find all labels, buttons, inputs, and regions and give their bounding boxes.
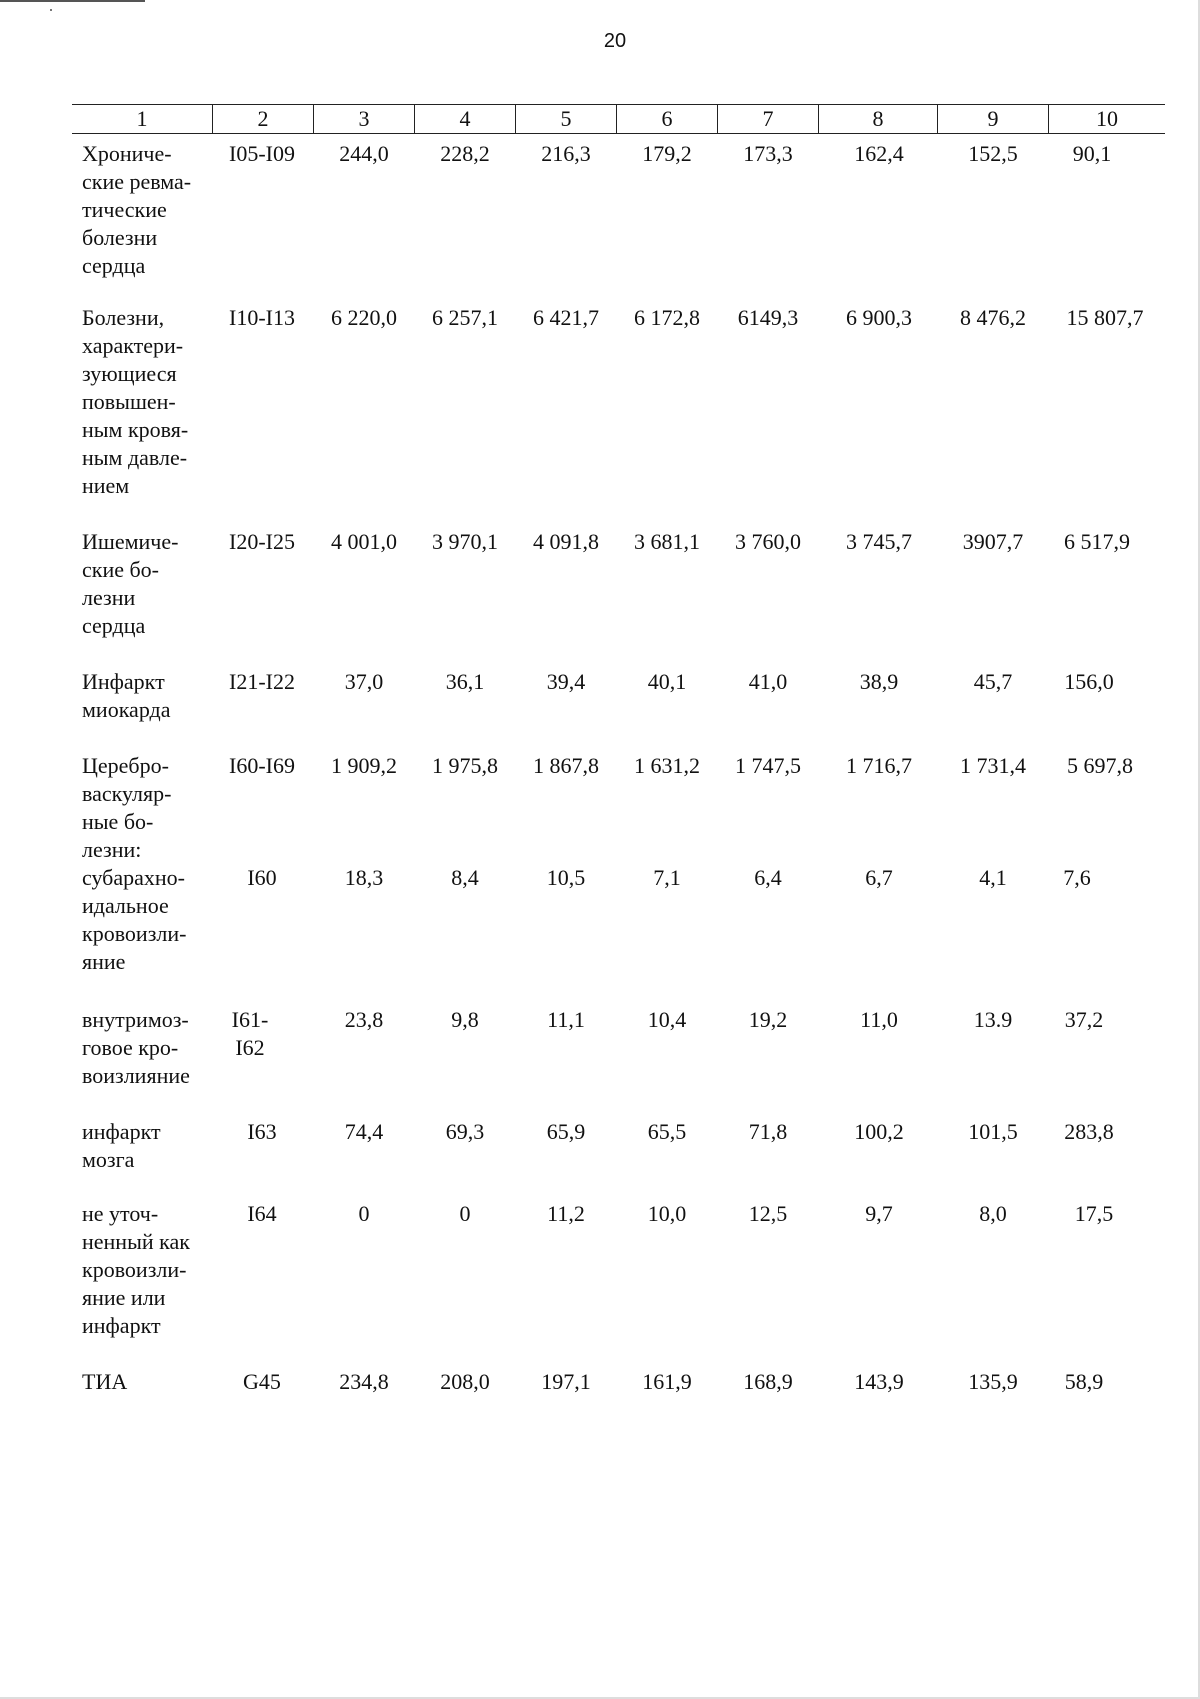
disease-name: Церебро- васкуляр- ные бо- лезни:: [82, 753, 172, 862]
value-cell: 1 731,4: [960, 753, 1026, 778]
value-cell: 6,7: [865, 865, 893, 890]
value-cell: 3 970,1: [432, 529, 498, 554]
icd-code: I63: [247, 1119, 277, 1144]
value-cell: 173,3: [743, 141, 793, 166]
value-cell: 8,4: [451, 865, 479, 890]
value-cell: 17,5: [1074, 1201, 1114, 1226]
value-cell: 179,2: [642, 141, 692, 166]
value-cell: 3 760,0: [735, 529, 801, 554]
icd-code: I05-I09: [229, 141, 295, 166]
value-cell: 15 807,7: [1066, 305, 1144, 330]
value-cell: 4 091,8: [533, 529, 599, 554]
value-cell: 7,6: [1063, 865, 1091, 890]
header-col-6: 6: [661, 106, 673, 131]
value-cell: 6 421,7: [533, 305, 599, 330]
header-col-9: 9: [987, 106, 999, 131]
value-cell: 6,4: [754, 865, 782, 890]
value-cell: 152,5: [968, 141, 1018, 166]
value-cell: 11,2: [547, 1201, 585, 1226]
header-col-8: 8: [872, 106, 884, 131]
icd-code: G45: [243, 1369, 281, 1394]
scan-artifact-dot: [50, 9, 52, 11]
disease-name: ТИА: [82, 1369, 128, 1394]
disease-name: Хрониче- ские ревма- тические болезни сердца: [82, 141, 192, 278]
value-cell: 13.9: [973, 1007, 1013, 1032]
value-cell: 0: [459, 1201, 471, 1226]
icd-code: I10-I13: [229, 305, 295, 330]
header-col-3: 3: [358, 106, 370, 131]
value-cell: 39,4: [546, 669, 586, 694]
value-cell: 36,1: [445, 669, 485, 694]
disease-name: не уточ- ненный как кровоизли- яние или инфаркт: [82, 1201, 190, 1338]
value-cell: 6 517,9: [1064, 529, 1130, 554]
value-cell: 6149,3: [737, 305, 799, 330]
value-cell: 1 747,5: [735, 753, 801, 778]
value-cell: 143,9: [854, 1369, 904, 1394]
value-cell: 3 745,7: [846, 529, 912, 554]
icd-code: I20-I25: [229, 529, 295, 554]
value-cell: 10,0: [647, 1201, 687, 1226]
header-col-10: 10: [1096, 106, 1118, 131]
value-cell: 6 900,3: [846, 305, 912, 330]
value-cell: 6 172,8: [634, 305, 700, 330]
statistics-table: [72, 104, 1165, 1394]
value-cell: 216,3: [541, 141, 591, 166]
value-cell: 6 257,1: [432, 305, 498, 330]
value-cell: 37,0: [344, 669, 384, 694]
value-cell: 6 220,0: [331, 305, 397, 330]
header-col-4: 4: [459, 106, 471, 131]
value-cell: 8 476,2: [960, 305, 1026, 330]
value-cell: 8,0: [979, 1201, 1007, 1226]
header-col-1: 1: [136, 106, 148, 131]
value-cell: 40,1: [647, 669, 687, 694]
value-cell: 168,9: [743, 1369, 793, 1394]
value-cell: 12,5: [748, 1201, 788, 1226]
value-cell: 3907,7: [962, 529, 1024, 554]
value-cell: 37,2: [1064, 1007, 1104, 1032]
value-cell: 38,9: [859, 669, 899, 694]
value-cell: 10,5: [546, 865, 586, 890]
value-cell: 0: [358, 1201, 370, 1226]
value-cell: 90,1: [1072, 141, 1112, 166]
value-cell: 9,7: [865, 1201, 893, 1226]
icd-code: I64: [247, 1201, 277, 1226]
value-cell: 11,1: [547, 1007, 585, 1032]
value-cell: 5 697,8: [1067, 753, 1133, 778]
value-cell: 234,8: [339, 1369, 389, 1394]
icd-code: I61- I62: [231, 1007, 269, 1060]
value-cell: 11,0: [860, 1007, 898, 1032]
icd-code: I60: [247, 865, 277, 890]
value-cell: 65,5: [647, 1119, 687, 1144]
value-cell: 65,9: [546, 1119, 586, 1144]
table-header-row: [72, 104, 1165, 134]
icd-code: I21-I22: [229, 669, 295, 694]
value-cell: 3 681,1: [634, 529, 700, 554]
scan-artifact-line: [0, 0, 145, 2]
disease-name: инфаркт мозга: [82, 1119, 161, 1172]
value-cell: 10,4: [647, 1007, 687, 1032]
value-cell: 9,8: [451, 1007, 479, 1032]
value-cell: 41,0: [748, 669, 788, 694]
header-col-2: 2: [257, 106, 269, 131]
value-cell: 283,8: [1064, 1119, 1114, 1144]
value-cell: 244,0: [339, 141, 389, 166]
disease-name: субарахно- идальное кровоизли- яние: [82, 865, 187, 974]
value-cell: 228,2: [440, 141, 490, 166]
value-cell: 1 909,2: [331, 753, 397, 778]
value-cell: 4 001,0: [331, 529, 397, 554]
disease-name: Болезни, характери- зующиеся повышен- ным кровя- ным давле- нием: [82, 305, 189, 498]
value-cell: 100,2: [854, 1119, 904, 1144]
value-cell: 1 975,8: [432, 753, 498, 778]
value-cell: 162,4: [854, 141, 904, 166]
value-cell: 1 867,8: [533, 753, 599, 778]
value-cell: 156,0: [1064, 669, 1114, 694]
icd-code: I60-I69: [229, 753, 295, 778]
page-number: 20: [603, 30, 627, 52]
value-cell: 19,2: [748, 1007, 788, 1032]
value-cell: 4,1: [979, 865, 1007, 890]
value-cell: 74,4: [344, 1119, 384, 1144]
value-cell: 101,5: [968, 1119, 1018, 1144]
value-cell: 161,9: [642, 1369, 692, 1394]
value-cell: 69,3: [445, 1119, 485, 1144]
value-cell: 208,0: [440, 1369, 490, 1394]
value-cell: 58,9: [1064, 1369, 1104, 1394]
value-cell: 1 716,7: [846, 753, 912, 778]
value-cell: 23,8: [344, 1007, 384, 1032]
value-cell: 18,3: [344, 865, 384, 890]
value-cell: 7,1: [653, 865, 681, 890]
value-cell: 45,7: [973, 669, 1013, 694]
value-cell: 71,8: [748, 1119, 788, 1144]
disease-name: внутримоз- говое кро- воизлияние: [82, 1007, 190, 1088]
header-col-7: 7: [762, 106, 774, 131]
value-cell: 197,1: [541, 1369, 591, 1394]
value-cell: 135,9: [968, 1369, 1018, 1394]
disease-name: Ишемиче- ские бо- лезни сердца: [82, 529, 179, 638]
value-cell: 1 631,2: [634, 753, 700, 778]
disease-name: Инфаркт миокарда: [82, 669, 171, 722]
header-col-5: 5: [560, 106, 572, 131]
